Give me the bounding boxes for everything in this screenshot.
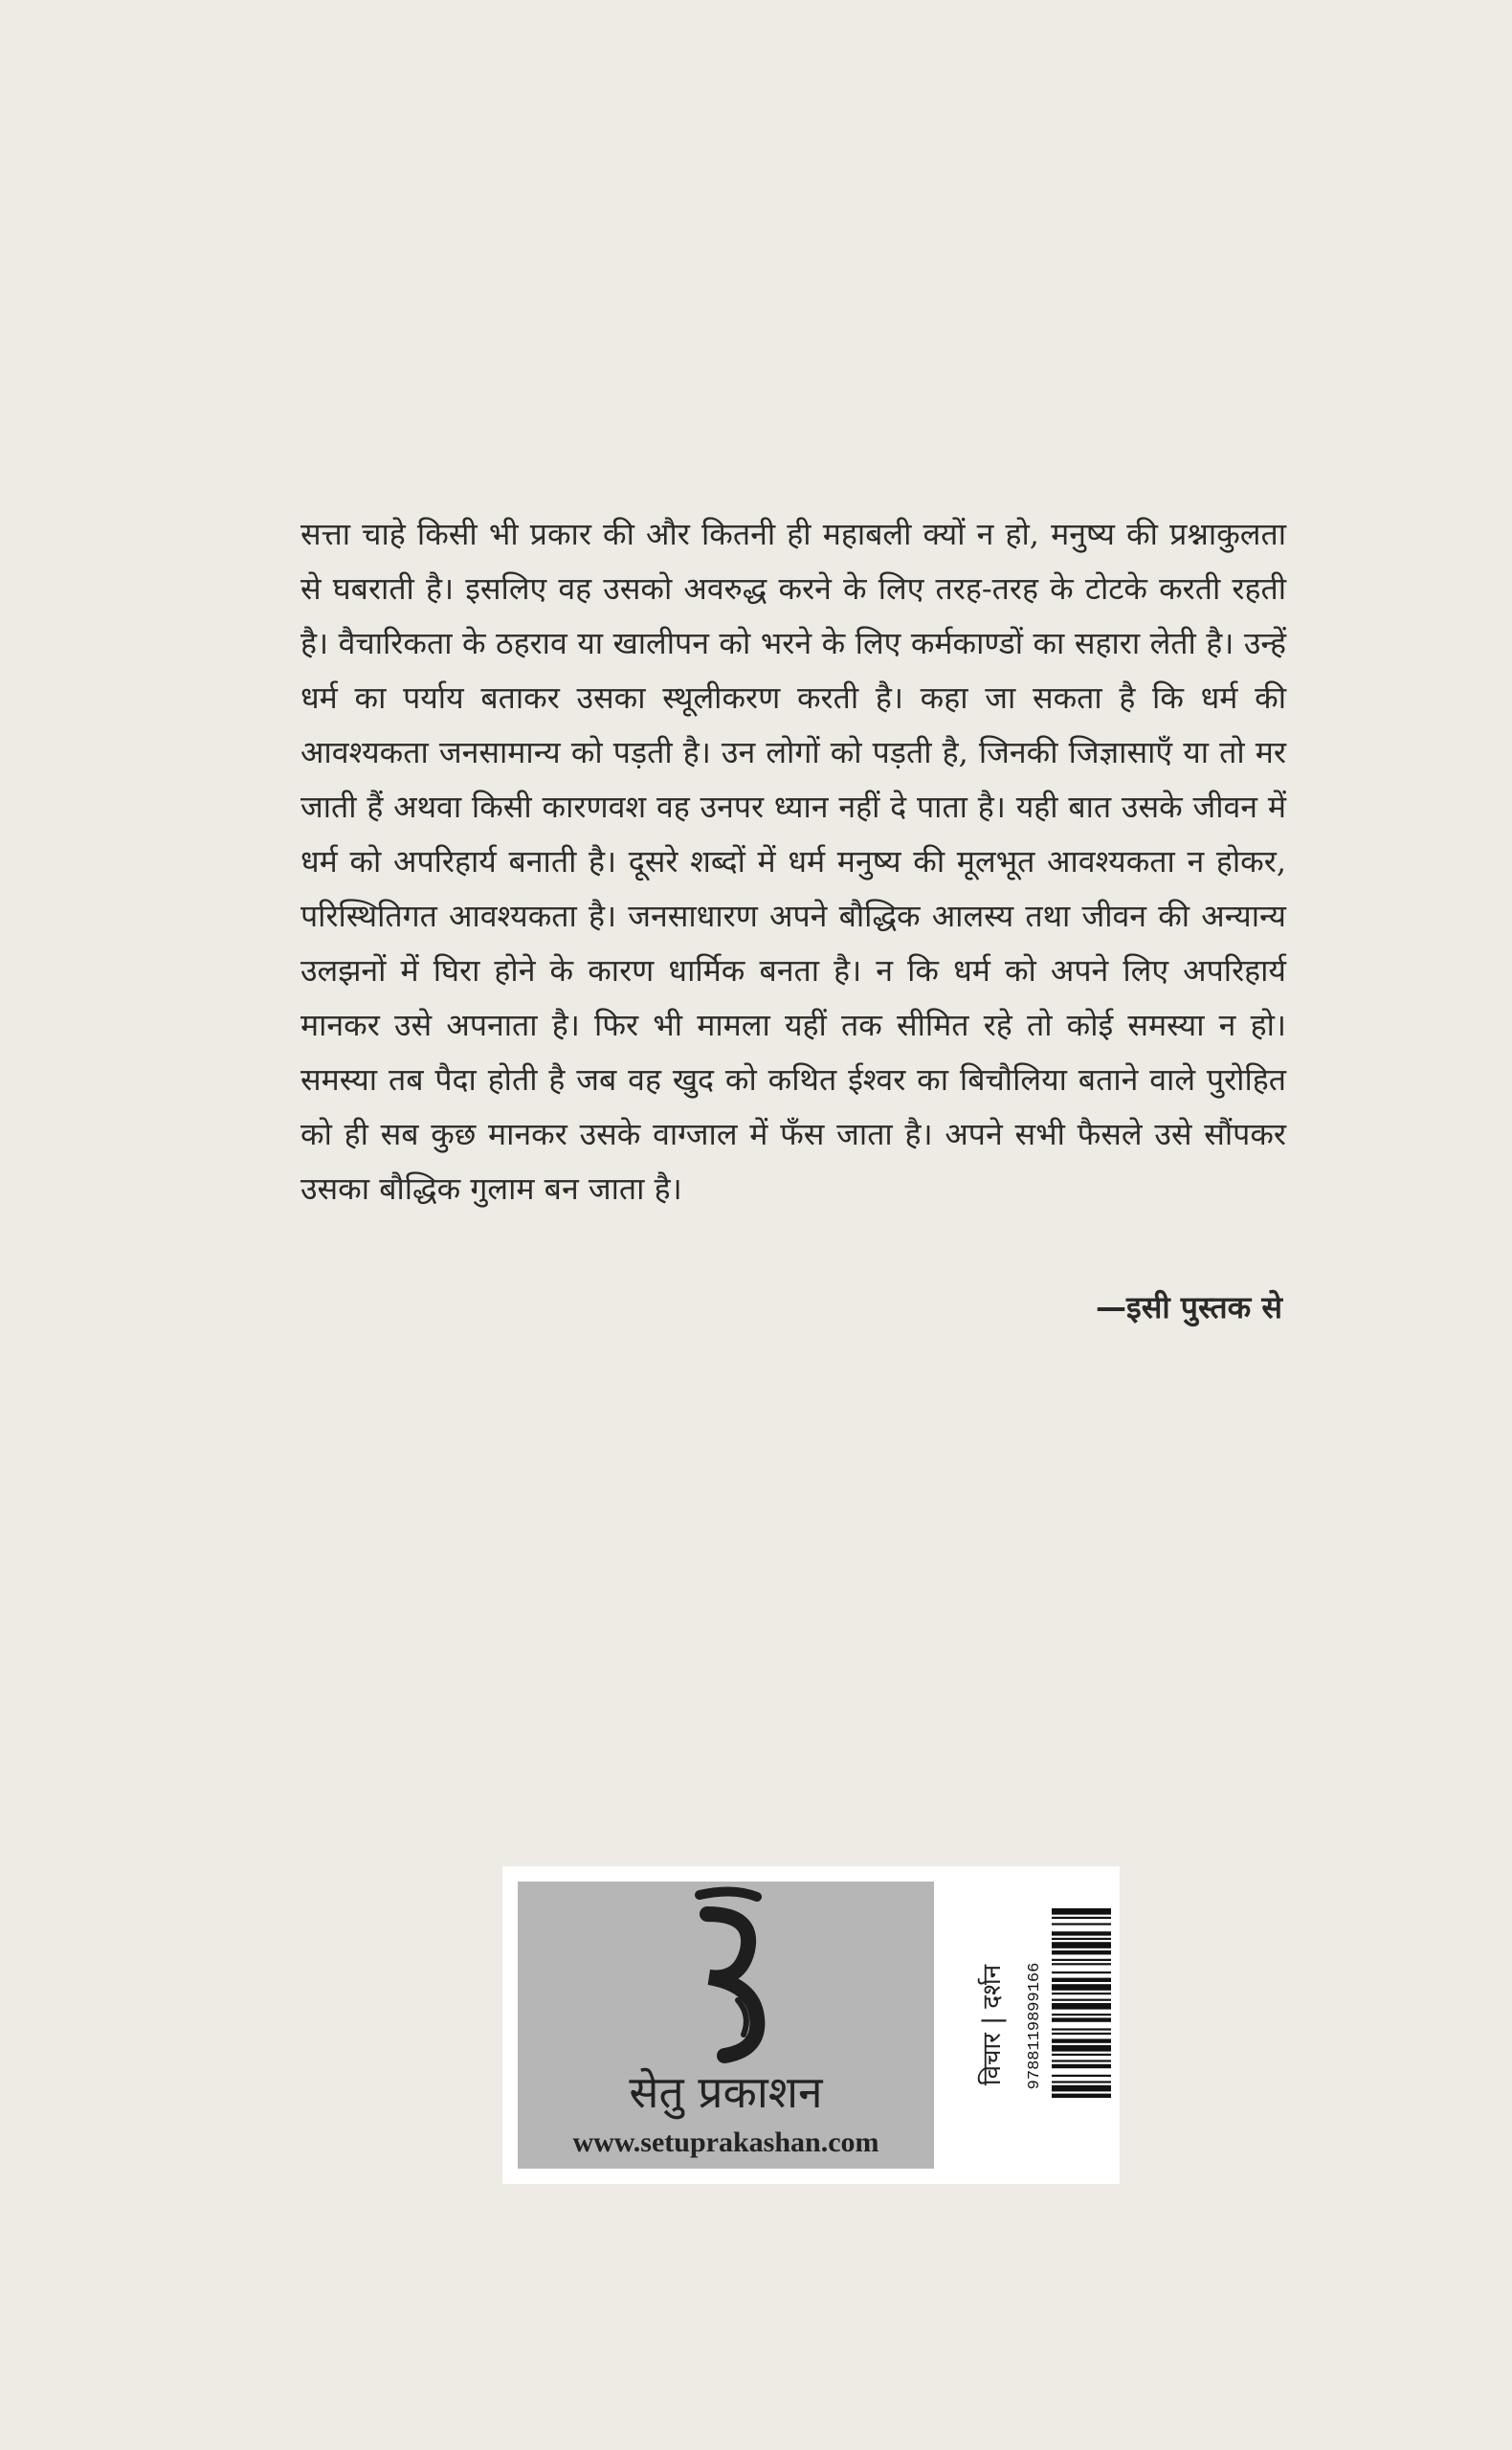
barcode-bar [1052, 1963, 1111, 1965]
barcode-bar [1052, 1993, 1111, 1994]
barcode-bar [1052, 2017, 1111, 2021]
barcode-bar [1052, 1931, 1111, 1935]
setu-logo-icon [680, 1885, 771, 2062]
barcode-bar [1052, 2081, 1111, 2082]
excerpt-attribution: —इसी पुस्तक से [1096, 1289, 1282, 1325]
barcode-bar [1052, 2064, 1111, 2068]
publisher-name: सेतु प्रकाशन [629, 2066, 823, 2118]
barcode-bar [1052, 2028, 1111, 2030]
barcode-bar [1052, 1950, 1111, 1954]
barcode-bar [1052, 1938, 1111, 1940]
book-excerpt [300, 507, 1286, 1216]
isbn-digits: 9788119899166 [1026, 1962, 1044, 2090]
publisher-imprint-box [502, 1866, 1120, 2184]
barcode-bar [1052, 2003, 1111, 2010]
barcode-bar [1052, 1959, 1111, 1961]
barcode-bar [1052, 1984, 1111, 1991]
excerpt-paragraph: सत्ता चाहे किसी भी प्रकार की और कितनी ही महाबली क्यों न हो, मनुष्य की प्रश्नाकुलता से घबराती है। इसलिए वह उसको अवरुद्ध करने के लिए तरह-तरह के टोटके करती रहती है। वैचारिकता के ठहराव या खालीपन को भरने के लिए कर्मकाण्डों का सहारा लेती है। उन्हें धर्म का पर्याय बताकर उसका स्थूलीकरण करती है। कहा जा सकता है कि धर्म की आवश्यकता जनसामान्य को पड़ती है। उन लोगों को पड़ती है, जिनकी जिज्ञासाएँ या तो मर जाती हैं अथवा किसी कारणवश वह उनपर ध्यान नहीं दे पाता है। यही बात उसके जीवन में धर्म को अपरिहार्य बनाती है। दूसरे शब्दों में धर्म मनुष्य की मूलभूत आवश्यकता न होकर, परिस्थितिगत आवश्यकता है। जनसाधारण अपने बौद्धिक आलस्य तथा जीवन की अन्यान्य उलझनों में घिरा होने के कारण धार्मिक बनता है। न कि धर्म को अपने लिए अपरिहार्य मानकर उसे अपनाता है। फिर भी मामला यहीं तक सीमित रहे तो कोई समस्या न हो। समस्या तब पैदा होती है जब वह खुद को कथित ईश्वर का बिचौलिया बताने वाले पुरोहित को ही सब कुछ मानकर उसके वाग्जाल में फँस जाता है। अपने सभी फैसले उसे सौंपकर उसका बौद्धिक गुलाम बन जाता है। [300, 516, 1286, 1207]
barcode-bar [1052, 2054, 1111, 2056]
barcode-bar [1052, 1917, 1111, 1919]
isbn-barcode-icon [1026, 1901, 1115, 2151]
barcode-bar [1052, 2094, 1111, 2098]
barcode-bar [1052, 2085, 1111, 2092]
barcode-bar [1052, 2060, 1111, 2061]
barcode-bar [1052, 2038, 1111, 2042]
category-label-box [969, 1882, 1012, 2169]
barcode-bar [1052, 2045, 1111, 2052]
barcode-bar [1052, 1971, 1111, 1973]
barcode-bar [1052, 1942, 1111, 1949]
category-label: विचार | दर्शन [978, 1964, 1007, 2086]
barcode-bar [1052, 2033, 1111, 2035]
barcode-bar [1052, 1923, 1111, 1925]
barcode-bar [1052, 1999, 1111, 2001]
barcode-bar [1052, 2075, 1111, 2077]
publisher-website: www.setuprakashan.com [572, 2127, 879, 2158]
barcode-bar [1052, 1978, 1111, 1982]
publisher-logo-panel [518, 1882, 934, 2169]
barcode-bar [1052, 2014, 1111, 2016]
barcode-bar [1052, 1908, 1111, 1915]
